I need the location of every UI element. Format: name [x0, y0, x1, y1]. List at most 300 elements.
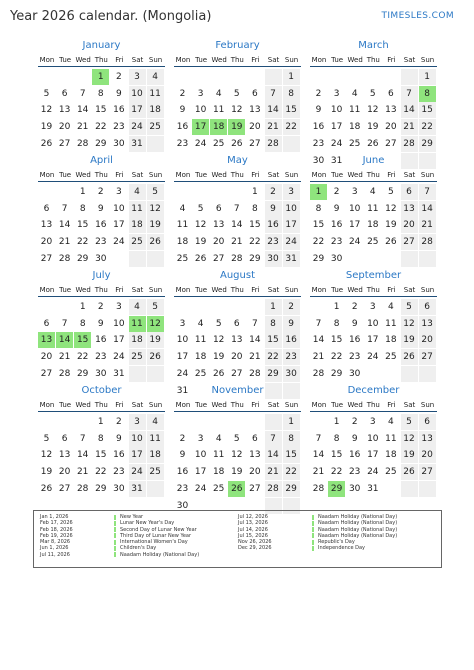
weekday-label: Thu [366, 286, 380, 294]
weekday-label: Sat [131, 56, 144, 64]
day-cell: 8 [97, 88, 104, 99]
empty-day-cell [228, 69, 245, 85]
day-cell: 4 [129, 184, 146, 200]
day-cell: 7 [61, 203, 68, 214]
day-cell: 22 [283, 464, 300, 480]
empty-day-cell [56, 69, 73, 85]
day-cell: 14 [76, 105, 89, 116]
weekday-label: Wed [211, 171, 227, 179]
weekday-label: Mon [311, 56, 327, 64]
day-cell: 29 [95, 138, 107, 149]
day-cell: 28 [249, 368, 261, 379]
weekday-label: Sun [420, 286, 435, 294]
weekday-label: Thu [230, 171, 244, 179]
day-cell: 17 [129, 447, 146, 463]
day-cell: 27 [419, 349, 436, 365]
day-cell: 23 [330, 237, 343, 248]
holiday-marker [114, 546, 116, 551]
day-cell: 30 [283, 366, 300, 382]
holiday-date: Jan 1, 2026 [40, 514, 69, 520]
day-cell: 9 [333, 203, 340, 214]
day-cell: 23 [312, 138, 325, 149]
weekday-label: Tue [59, 286, 72, 294]
day-cell: 26 [147, 234, 164, 250]
day-cell: 25 [129, 349, 146, 365]
weekday-label: Thu [94, 401, 108, 409]
holiday-date: Jul 13, 2026 [238, 520, 268, 527]
brand-link[interactable]: TIMESLES.COM [381, 11, 454, 21]
day-cell: 19 [385, 220, 397, 231]
day-cell: 16 [95, 335, 107, 346]
holiday-marker [312, 521, 314, 526]
day-cell: 20 [58, 122, 71, 133]
weekday-label: Wed [75, 286, 91, 294]
day-cell: 9 [179, 450, 186, 461]
day-cell: 24 [367, 352, 379, 363]
day-cell: 18 [194, 352, 207, 363]
day-cell: 30 [265, 251, 282, 267]
day-cell: 24 [330, 138, 343, 149]
weekday-label: Tue [59, 171, 72, 179]
day-cell: 20 [231, 352, 243, 363]
empty-day-cell [174, 414, 191, 430]
day-cell: 25 [385, 352, 397, 363]
day-cell: 30 [312, 155, 325, 166]
weekday-label: Wed [347, 286, 363, 294]
weekday-label: Wed [211, 56, 227, 64]
weekday-label: Wed [211, 286, 227, 294]
day-cell: 2 [116, 417, 122, 427]
empty-day-cell [401, 366, 418, 382]
day-cell: 13 [212, 220, 225, 231]
day-cell: 19 [40, 467, 53, 478]
day-cell: 3 [116, 187, 122, 197]
weekday-label: Sat [403, 56, 416, 64]
day-cell: 23 [348, 467, 361, 478]
day-cell: 15 [249, 220, 261, 231]
day-cell: 15 [283, 102, 300, 118]
month-name: July [92, 270, 111, 281]
day-cell: 28 [265, 481, 282, 497]
day-cell: 30 [95, 368, 107, 379]
empty-day-cell [401, 251, 418, 267]
day-cell: 25 [129, 234, 146, 250]
day-cell: 20 [385, 122, 397, 133]
day-cell: 13 [38, 332, 55, 348]
day-cell: 14 [419, 201, 436, 217]
empty-day-cell [210, 299, 227, 315]
weekday-header [38, 286, 165, 297]
day-cell: 18 [385, 335, 397, 346]
weekday-label: Tue [195, 171, 208, 179]
day-cell: 13 [231, 335, 243, 346]
day-cell: 21 [76, 467, 89, 478]
day-cell: 28 [312, 368, 325, 379]
weekday-label: Wed [75, 401, 91, 409]
day-cell: 5 [197, 203, 204, 214]
day-cell: 11 [129, 201, 146, 217]
day-cell: 2 [179, 433, 186, 444]
day-cell: 10 [367, 318, 379, 329]
day-cell: 19 [147, 217, 164, 233]
weekday-label: Thu [230, 56, 244, 64]
day-cell: 7 [79, 88, 86, 99]
weekday-label: Sun [148, 286, 163, 294]
day-cell: 7 [252, 318, 258, 329]
holiday-name: Naadam Holiday (National Day) [318, 520, 398, 527]
day-cell: 30 [348, 368, 361, 379]
day-cell: 11 [129, 316, 146, 332]
day-cell: 7 [315, 433, 322, 444]
weekday-label: Wed [211, 401, 227, 409]
weekday-label: Sun [148, 171, 163, 179]
day-cell: 3 [197, 433, 204, 444]
empty-day-cell [228, 414, 245, 430]
weekday-label: Tue [331, 171, 344, 179]
day-cell: 18 [210, 119, 227, 135]
day-cell: 4 [215, 433, 222, 444]
day-cell: 15 [76, 220, 89, 231]
day-cell: 19 [40, 122, 53, 133]
day-cell: 12 [147, 201, 164, 217]
month-june [310, 155, 437, 267]
empty-day-cell [265, 414, 282, 430]
day-cell: 21 [249, 352, 261, 363]
day-cell: 18 [367, 220, 379, 231]
empty-day-cell [310, 414, 327, 430]
day-cell: 11 [147, 86, 164, 102]
day-cell: 24 [283, 234, 300, 250]
weekday-label: Mon [175, 171, 191, 179]
empty-day-cell [265, 69, 282, 85]
day-cell: 21 [265, 464, 282, 480]
empty-day-cell [174, 184, 191, 200]
weekday-header [174, 401, 301, 412]
weekday-header [38, 171, 165, 182]
day-cell: 21 [265, 119, 282, 135]
empty-day-cell [310, 299, 327, 315]
holiday-name: Independence Day [318, 545, 366, 552]
day-cell: 14 [265, 447, 282, 463]
day-cell: 17 [367, 450, 379, 461]
day-cell: 21 [401, 119, 418, 135]
day-cell: 22 [265, 349, 282, 365]
day-cell: 8 [283, 86, 300, 102]
day-cell: 21 [312, 352, 325, 363]
day-cell: 10 [194, 450, 207, 461]
weekday-label: Sun [420, 56, 435, 64]
day-cell: 7 [79, 433, 86, 444]
day-cell: 5 [233, 88, 240, 99]
day-cell: 17 [330, 122, 343, 133]
day-cell: 2 [97, 302, 104, 312]
weekday-label: Fri [115, 286, 124, 294]
day-cell: 21 [76, 122, 89, 133]
day-cell: 10 [283, 201, 300, 217]
day-cell: 19 [212, 352, 225, 363]
day-cell: 28 [312, 483, 325, 494]
weekday-header [310, 401, 437, 412]
day-cell: 26 [147, 349, 164, 365]
month-february [174, 40, 301, 152]
day-cell: 17 [348, 220, 361, 231]
empty-day-cell [246, 69, 263, 85]
day-cell: 22 [419, 119, 436, 135]
holiday-marker [312, 546, 314, 551]
day-cell: 27 [385, 138, 397, 149]
day-cell: 9 [315, 105, 322, 116]
day-cell: 14 [312, 335, 325, 346]
day-cell: 22 [330, 467, 343, 478]
day-cell: 31 [367, 483, 379, 494]
day-cell: 11 [348, 105, 361, 116]
empty-day-cell [192, 69, 209, 85]
day-cell: 26 [194, 253, 207, 264]
day-cell: 4 [197, 318, 204, 329]
holiday-date: Jun 1, 2026 [40, 545, 69, 552]
day-cell: 20 [419, 332, 436, 348]
day-cell: 30 [113, 483, 125, 494]
weekday-label: Mon [39, 171, 55, 179]
day-cell: 21 [58, 352, 71, 363]
day-cell: 9 [265, 201, 282, 217]
day-cell: 29 [312, 253, 325, 264]
day-cell: 10 [113, 203, 125, 214]
day-cell: 26 [367, 138, 379, 149]
weekday-header [38, 401, 165, 412]
day-cell: 6 [61, 88, 68, 99]
empty-day-cell [419, 366, 436, 382]
holiday-name: Naadam Holiday (National Day) [318, 514, 398, 520]
day-cell: 29 [265, 366, 282, 382]
day-cell: 3 [283, 184, 300, 200]
day-cell: 6 [43, 318, 50, 329]
day-cell: 23 [283, 349, 300, 365]
holiday-date: Mar 8, 2026 [40, 539, 71, 546]
day-cell: 7 [315, 318, 322, 329]
day-cell: 31 [113, 368, 125, 379]
day-cell: 1 [252, 187, 258, 197]
day-cell: 20 [40, 237, 53, 248]
empty-day-cell [174, 69, 191, 85]
day-cell: 10 [367, 433, 379, 444]
day-cell: 28 [58, 253, 71, 264]
empty-day-cell [382, 69, 399, 85]
day-cell: 13 [249, 450, 261, 461]
day-cell: 10 [113, 318, 125, 329]
day-cell: 19 [228, 119, 245, 135]
day-cell: 27 [40, 253, 53, 264]
holiday-name: Second Day of Lunar New Year [120, 526, 197, 533]
day-cell: 22 [249, 237, 261, 248]
weekday-label: Fri [115, 56, 124, 64]
weekday-label: Thu [94, 56, 108, 64]
day-cell: 6 [401, 184, 418, 200]
weekday-label: Mon [311, 171, 327, 179]
empty-day-cell [283, 136, 300, 152]
day-cell: 17 [367, 335, 379, 346]
day-cell: 22 [312, 237, 325, 248]
day-cell: 27 [40, 368, 53, 379]
day-cell: 23 [95, 237, 107, 248]
month-name: December [347, 385, 400, 396]
day-cell: 18 [147, 447, 164, 463]
weekday-label: Tue [195, 56, 208, 64]
day-cell: 18 [385, 450, 397, 461]
day-cell: 4 [369, 187, 376, 197]
day-cell: 2 [97, 187, 104, 197]
day-cell: 8 [283, 431, 300, 447]
day-cell: 9 [283, 316, 300, 332]
day-cell: 12 [231, 450, 243, 461]
day-cell: 15 [330, 335, 343, 346]
day-cell: 6 [252, 88, 258, 99]
day-cell: 15 [419, 102, 436, 118]
month-name: August [220, 270, 255, 281]
day-cell: 20 [58, 467, 71, 478]
day-cell: 14 [401, 102, 418, 118]
day-cell: 28 [76, 138, 89, 149]
day-cell: 17 [129, 102, 146, 118]
day-cell: 16 [348, 450, 361, 461]
month-may [174, 155, 301, 267]
day-cell: 21 [58, 237, 71, 248]
holiday-name: Naadam Holiday (National Day) [318, 526, 398, 533]
day-cell: 5 [43, 88, 50, 99]
day-cell: 24 [348, 237, 361, 248]
weekday-label: Mon [39, 56, 55, 64]
day-cell: 20 [419, 447, 436, 463]
weekday-header [174, 286, 301, 297]
holiday-date: Nov 26, 2026 [238, 539, 272, 546]
day-cell: 24 [367, 467, 379, 478]
empty-day-cell [147, 136, 164, 152]
weekday-label: Sun [284, 171, 299, 179]
day-cell: 3 [129, 69, 146, 85]
day-cell: 12 [401, 431, 418, 447]
day-cell: 9 [116, 433, 122, 444]
day-cell: 22 [95, 467, 107, 478]
empty-day-cell [192, 299, 209, 315]
day-cell: 31 [176, 385, 189, 396]
day-cell: 24 [113, 237, 125, 248]
weekday-label: Wed [347, 56, 363, 64]
day-cell: 12 [194, 220, 207, 231]
day-cell: 18 [212, 467, 225, 478]
empty-day-cell [192, 414, 209, 430]
day-cell: 1 [333, 417, 340, 427]
month-name: June [362, 155, 385, 166]
holiday-date: Dec 29, 2026 [238, 545, 272, 552]
empty-day-cell [38, 184, 55, 200]
day-cell: 3 [369, 417, 376, 427]
empty-day-cell [147, 481, 164, 497]
day-cell: 25 [212, 138, 225, 149]
weekday-label: Tue [331, 401, 344, 409]
day-cell: 4 [388, 302, 394, 312]
day-cell: 28 [265, 136, 282, 152]
day-cell: 5 [369, 88, 376, 99]
day-cell: 1 [333, 302, 340, 312]
weekday-label: Sat [267, 171, 280, 179]
day-cell: 13 [419, 431, 436, 447]
weekday-label: Thu [94, 171, 108, 179]
month-name: November [211, 385, 264, 396]
day-cell: 6 [233, 318, 240, 329]
day-cell: 29 [283, 481, 300, 497]
day-cell: 25 [385, 467, 397, 478]
empty-day-cell [56, 299, 73, 315]
day-cell: 15 [74, 332, 91, 348]
day-cell: 18 [147, 102, 164, 118]
day-cell: 27 [58, 483, 71, 494]
weekday-label: Fri [387, 171, 396, 179]
holiday-date: Jul 15, 2026 [238, 532, 268, 539]
day-cell: 25 [147, 464, 164, 480]
day-cell: 12 [147, 316, 164, 332]
day-cell: 23 [113, 122, 125, 133]
day-cell: 14 [312, 450, 325, 461]
month-name: October [81, 385, 122, 396]
empty-day-cell [246, 299, 263, 315]
day-cell: 8 [265, 316, 282, 332]
day-cell: 9 [351, 433, 358, 444]
day-cell: 7 [265, 431, 282, 447]
day-cell: 8 [252, 203, 258, 214]
weekday-label: Sat [267, 56, 280, 64]
day-cell: 24 [194, 483, 207, 494]
day-cell: 14 [265, 102, 282, 118]
day-cell: 5 [215, 318, 222, 329]
day-cell: 26 [231, 138, 243, 149]
weekday-label: Sat [403, 401, 416, 409]
day-cell: 30 [95, 253, 107, 264]
day-cell: 28 [76, 483, 89, 494]
day-cell: 29 [249, 253, 261, 264]
day-cell: 16 [348, 335, 361, 346]
weekday-label: Thu [230, 286, 244, 294]
day-cell: 7 [233, 203, 240, 214]
weekday-label: Sat [267, 286, 280, 294]
month-name: January [82, 40, 121, 51]
month-name: September [345, 270, 402, 281]
weekday-label: Fri [387, 56, 396, 64]
day-cell: 10 [176, 335, 189, 346]
day-cell: 25 [176, 253, 189, 264]
day-cell: 12 [40, 450, 53, 461]
empty-day-cell [129, 251, 146, 267]
empty-day-cell [364, 69, 381, 85]
weekday-label: Mon [39, 286, 55, 294]
empty-day-cell [38, 414, 55, 430]
day-cell: 29 [419, 136, 436, 152]
day-cell: 15 [95, 105, 107, 116]
day-cell: 28 [401, 136, 418, 152]
weekday-label: Sat [403, 286, 416, 294]
day-cell: 2 [116, 72, 122, 82]
day-cell: 31 [283, 251, 300, 267]
holiday-name: International Women's Day [120, 539, 188, 546]
day-cell: 13 [401, 201, 418, 217]
empty-day-cell [401, 69, 418, 85]
weekday-label: Fri [387, 401, 396, 409]
day-cell: 25 [147, 119, 164, 135]
weekday-label: Mon [175, 56, 191, 64]
day-cell: 25 [194, 368, 207, 379]
day-cell: 10 [348, 203, 361, 214]
day-cell: 30 [176, 500, 189, 511]
day-cell: 23 [95, 352, 107, 363]
